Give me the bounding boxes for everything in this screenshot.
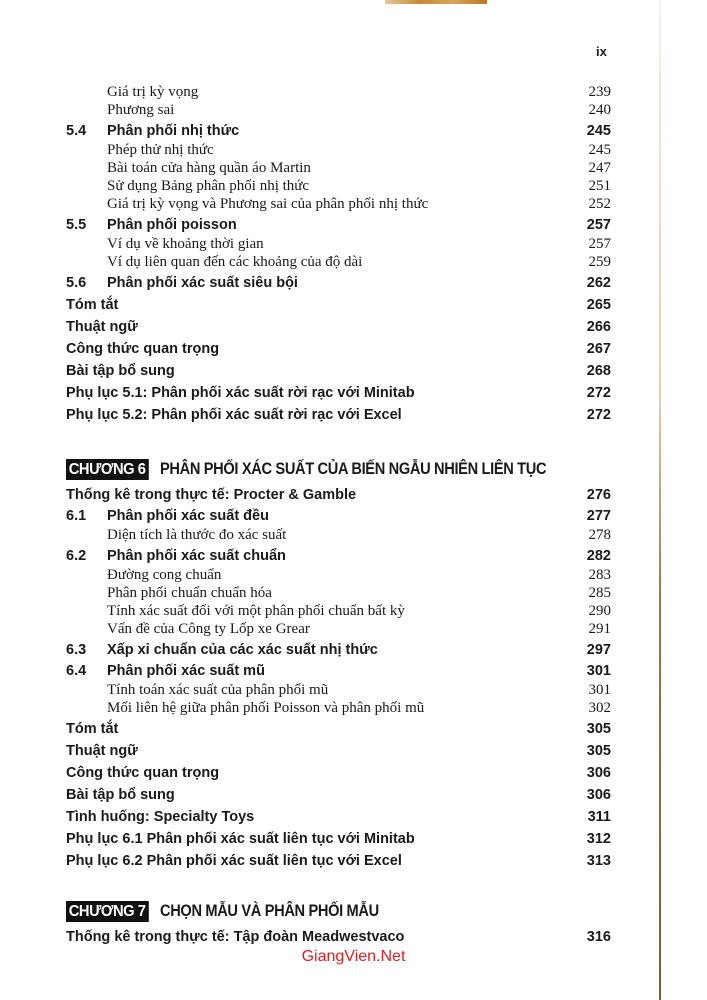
toc-subsection-entry[interactable] [66,102,611,122]
page-ref: 262 [586,275,611,291]
toc-subsection-entry[interactable] [66,160,611,180]
toc-entry[interactable] [66,787,611,807]
page-ref: 245 [588,142,611,158]
toc-subsection-entry[interactable] [66,254,611,274]
page-ref: 265 [586,297,611,313]
toc-subsection-entry[interactable] [66,621,611,641]
page-ref: 247 [588,160,611,176]
entry-title: Ví dụ liên quan đến các khoảng của độ dài [107,254,363,270]
toc-entry[interactable] [66,929,611,949]
toc-subsection-entry[interactable] [66,84,611,104]
entry-title: Phân phối poisson [107,217,237,233]
page-ref: 306 [586,765,611,781]
entry-title: Thuật ngữ [66,743,138,759]
entry-title: Diện tích là thước đo xác suất [107,527,287,543]
entry-title: Phân phối xác suất chuẩn [107,548,286,564]
entry-title: Phương sai [107,102,175,118]
entry-title: Phụ lục 6.2 Phân phối xác suất liên tục với Excel [66,853,402,869]
toc-subsection-entry[interactable] [66,567,611,587]
toc-entry[interactable] [66,363,611,383]
watermark: GiangVien.Net [301,948,406,965]
toc-entry[interactable] [66,319,611,339]
page-edge-strip [385,0,487,4]
toc-entry[interactable] [66,765,611,785]
toc-entry[interactable] [66,385,611,405]
toc-subsection-entry[interactable] [66,196,611,216]
toc-section-entry[interactable] [66,548,611,568]
page-binding-edge [659,0,661,1000]
toc-section-entry[interactable] [66,123,611,143]
page-ref: 251 [588,178,611,194]
entry-title: Vấn đề của Công ty Lốp xe Grear [107,621,310,637]
toc-subsection-entry[interactable] [66,682,611,702]
entry-title: Bài tập bổ sung [66,363,175,379]
entry-title: Tính xác suất đối với một phân phối chuẩn bất kỳ [107,603,405,619]
toc-subsection-entry[interactable] [66,527,611,547]
entry-title: Phân phối xác suất siêu bội [107,275,298,291]
entry-title: Thuật ngữ [66,319,138,335]
page-number: ix [596,44,607,59]
toc-entry[interactable] [66,341,611,361]
page-ref: 305 [586,721,611,737]
section-number: 5.4 [66,123,87,139]
entry-title: Thống kê trong thực tế: Procter & Gamble [66,487,357,503]
page-ref: 301 [586,663,611,679]
page-ref: 277 [586,508,611,524]
entry-title: Tình huống: Specialty Toys [66,809,255,825]
entry-title: Tóm tắt [66,721,119,737]
toc-entry[interactable] [66,721,611,741]
toc-section-entry[interactable] [66,663,611,683]
entry-title: Phụ lục 5.1: Phân phối xác suất rời rạc với Minitab [66,385,415,401]
page-ref: 283 [588,567,611,583]
chapter-title: CHỌN MẪU VÀ PHÂN PHỐI MẪU [160,901,380,920]
toc-section-entry[interactable] [66,217,611,237]
toc-subsection-entry[interactable] [66,178,611,198]
entry-title: Xấp xỉ chuẩn của các xác suất nhị thức [107,642,378,658]
page-ref: 239 [588,84,611,100]
entry-title: Giá trị kỳ vọng và Phương sai của phân phối nhị thức [107,196,429,212]
entry-title: Tính toán xác suất của phân phối mũ [107,682,329,698]
entry-title: Phụ lục 5.2: Phân phối xác suất rời rạc với Excel [66,407,402,423]
toc-entry[interactable] [66,853,611,873]
page-ref: 313 [586,853,611,869]
page-ref: 272 [586,407,611,423]
chapter-7-heading[interactable] [66,899,415,923]
toc-subsection-entry[interactable] [66,236,611,256]
page-ref: 301 [588,682,611,698]
page-ref: 305 [586,743,611,759]
page-ref: 278 [588,527,611,543]
entry-title: Giá trị kỳ vọng [107,84,199,100]
page-ref: 266 [586,319,611,335]
entry-title: Ví dụ về khoảng thời gian [107,236,264,252]
toc-section-entry[interactable] [66,508,611,528]
page-ref: 252 [588,196,611,212]
entry-title: Phân phối nhị thức [107,123,240,139]
section-number: 6.3 [66,642,87,658]
entry-title: Đường cong chuẩn [107,567,222,583]
page-ref: 257 [588,236,611,252]
toc-subsection-entry[interactable] [66,603,611,623]
page-ref: 290 [588,603,611,619]
chapter-6-heading[interactable] [66,457,609,481]
section-number: 5.6 [66,275,87,291]
entry-title: Bài toán cửa hàng quần áo Martin [107,160,311,176]
entry-title: Phụ lục 6.1 Phân phối xác suất liên tục với Minitab [66,831,415,847]
page-ref: 259 [588,254,611,270]
page-ref: 267 [586,341,611,357]
toc-subsection-entry[interactable] [66,585,611,605]
toc-section-entry[interactable] [66,642,611,662]
section-number: 6.2 [66,548,87,564]
entry-title: Phân phối chuẩn chuẩn hóa [107,585,272,601]
page-ref: 245 [586,123,611,139]
section-number: 6.1 [66,508,87,524]
toc-entry[interactable] [66,487,611,507]
chapter-title: PHÂN PHỐI XÁC SUẤT CỦA BIẾN NGẪU NHIÊN LIÊN TỤC [160,459,547,478]
page-ref: 297 [586,642,611,658]
page-ref: 285 [588,585,611,601]
entry-title: Phân phối xác suất mũ [107,663,265,679]
chapter-badge: CHƯƠNG 6 [66,459,149,480]
entry-title: Bài tập bổ sung [66,787,175,803]
toc-entry[interactable] [66,743,611,763]
page-ref: 302 [588,700,611,716]
page-ref: 306 [586,787,611,803]
entry-title: Phép thử nhị thức [107,142,214,158]
section-number: 5.5 [66,217,87,233]
section-number: 6.4 [66,663,87,679]
toc-subsection-entry[interactable] [66,700,611,720]
entry-title: Công thức quan trọng [66,341,220,357]
entry-title: Thống kê trong thực tế: Tập đoàn Meadwestvaco [66,929,405,945]
page-ref: 291 [588,621,611,637]
toc-entry[interactable] [66,809,611,829]
toc-subsection-entry[interactable] [66,142,611,162]
page-ref: 316 [586,929,611,945]
entry-title: Phân phối xác suất đều [107,508,269,524]
page-ref: 276 [586,487,611,503]
entry-title: Sử dụng Bảng phân phối nhị thức [107,178,310,194]
toc-entry[interactable] [66,297,611,317]
toc-entry[interactable] [66,831,611,851]
page-ref: 282 [586,548,611,564]
entry-title: Công thức quan trọng [66,765,220,781]
page-ref: 311 [587,809,611,825]
entry-title: Tóm tắt [66,297,119,313]
chapter-badge: CHƯƠNG 7 [66,901,149,922]
page-ref: 257 [586,217,611,233]
page-ref: 272 [586,385,611,401]
page-ref: 240 [588,102,611,118]
page-ref: 268 [586,363,611,379]
toc-section-entry[interactable] [66,275,611,295]
page-ref: 312 [586,831,611,847]
entry-title: Mối liên hệ giữa phân phối Poisson và phân phối mũ [107,700,425,716]
toc-entry[interactable] [66,407,611,427]
